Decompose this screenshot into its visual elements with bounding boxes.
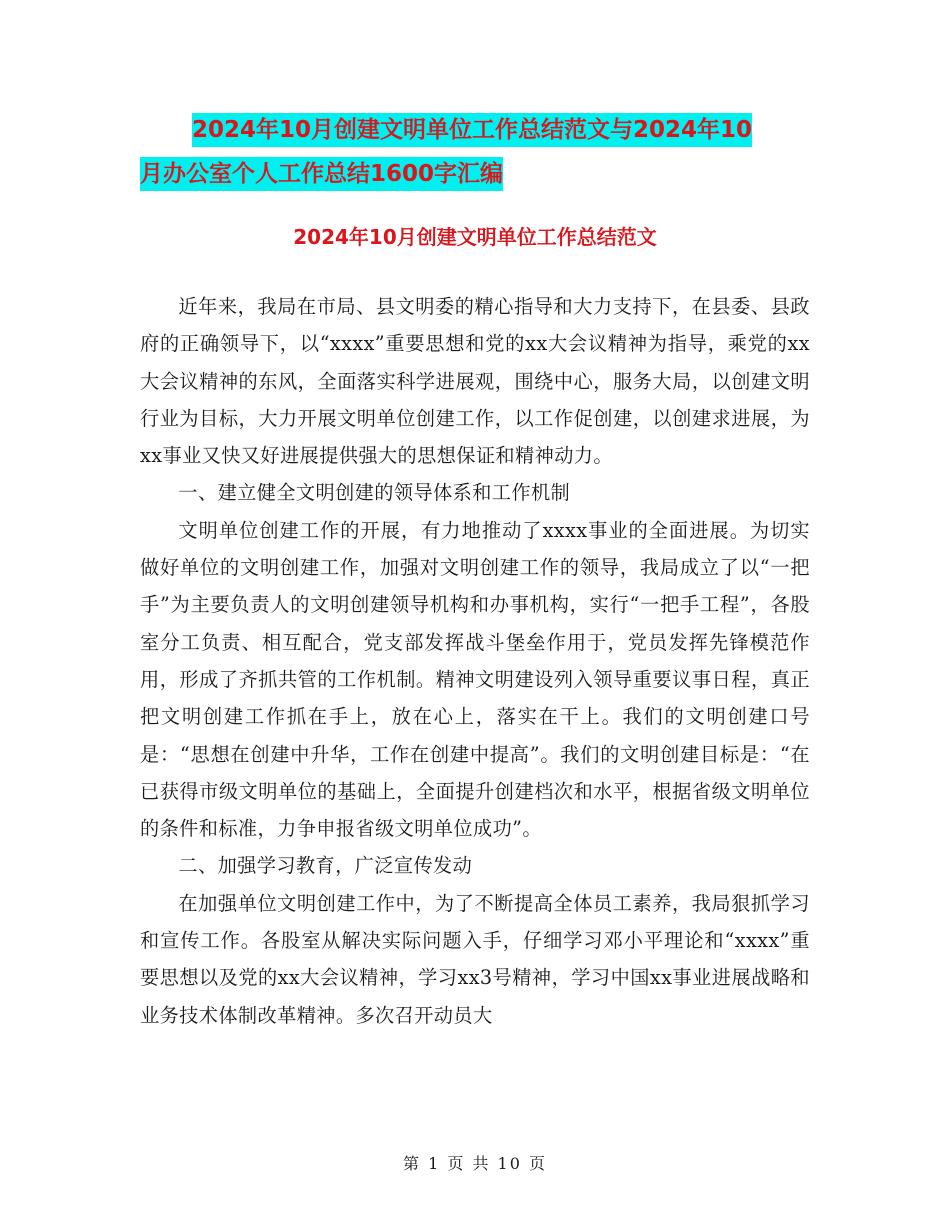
section-title: 2024年10月创建文明单位工作总结范文	[293, 225, 657, 249]
paragraph-section-1: 文明单位创建工作的开展，有力地推动了xxxx事业的全面进展。为切实做好单位的文明创建工作，加强对文明创建工作的领导，我局成立了以“一把手”为主要负责人的文明创建领导机构和办事机构，实行“一把手工程”，各股室分工负责、相互配合，党支部发挥战斗堡垒作用于，党员发挥先锋模范作用，形成了齐抓共管的工作机制。精神文明建设列入领导重要议事日程，真正把文明创建工作抓在手上，放在心上，落实在干上。我们的文明创建口号是：“思想在创建中升华，工作在创建中提高”。我们的文明创建目标是：“在已获得市级文明单位的基础上，全面提升创建档次和水平，根据省级文明单位的条件和标准，力争申报省级文明单位成功”。	[140, 518, 810, 841]
document-title-line-2	[140, 152, 860, 196]
document-title-line-1	[140, 108, 860, 152]
heading-section-2: 二、加强学习教育，广泛宣传发动	[178, 854, 473, 878]
page-number-footer: 第 1 页 共 10 页	[403, 1154, 547, 1173]
title-highlight-1: 2024年10月创建文明单位工作总结范文与2024年10	[192, 113, 752, 147]
document-body	[140, 288, 810, 1034]
document-title	[140, 108, 860, 196]
title-highlight-2: 月办公室个人工作总结1600字汇编	[140, 157, 503, 191]
paragraph-section-2: 在加强单位文明创建工作中，为了不断提高全体员工素养，我局狠抓学习和宣传工作。各股室从解决实际问题入手，仔细学习邓小平理论和“xxxx”重要思想以及党的xx大会议精神，学习xx3号精神，学习中国xx事业进展战略和业务技术体制改革精神。多次召开动员大	[140, 891, 810, 1027]
heading-section-1: 一、建立健全文明创建的领导体系和工作机制	[178, 481, 571, 505]
paragraph-intro: 近年来，我局在市局、县文明委的精心指导和大力支持下，在县委、县政府的正确领导下，以“xxxx”重要思想和党的xx大会议精神为指导，乘党的xx大会议精神的东风，全面落实科学进展观，围绕中心，服务大局，以创建文明行业为目标，大力开展文明单位创建工作，以工作促创建，以创建求进展，为xx事业又快又好进展提供强大的思想保证和精神动力。	[140, 295, 810, 468]
